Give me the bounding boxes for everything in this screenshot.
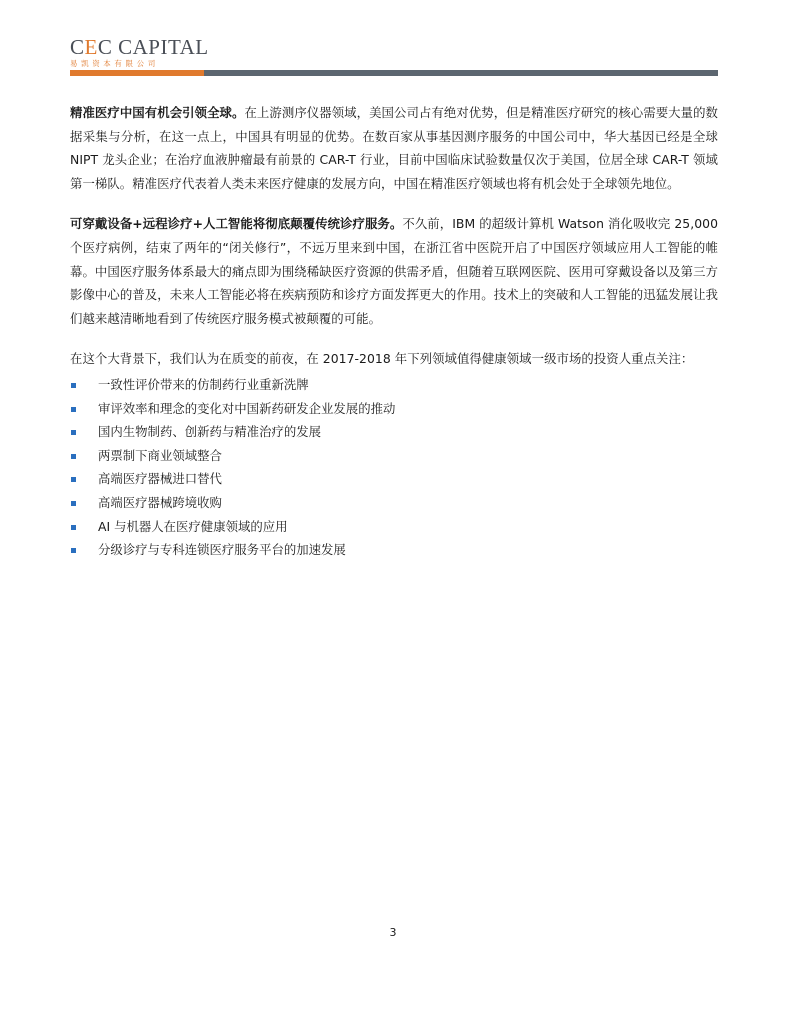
list-item-text: AI 与机器人在医疗健康领域的应用: [98, 518, 288, 534]
page-number: 3: [389, 926, 397, 939]
list-item-text: 分级诊疗与专科连锁医疗服务平台的加速发展: [98, 542, 346, 558]
bullet-square-icon: [71, 548, 76, 553]
list-item-text: 一致性评价带来的仿制药行业重新洗牌: [98, 376, 309, 392]
paragraph-body: 在上游测序仪器领域，美国公司占有绝对优势，但是精准医疗研究的核心需要大量的数据采集与分析，在这一点上，中国具有明显的优势。在数百家从事基因测序服务的中国公司中，华大基因已经是全球 NIPT 龙头企业；在治疗血液肿瘤最有前景的 CAR-T 行业，目前中国临床试验数量仅次于美国，位居全球 CAR-T 领域第一梯队。精准医疗代表着人类未来医疗健康的发展方向，中国在精准医疗领域也将有机会处于全球领先地位。: [70, 105, 718, 191]
list-item: [70, 373, 718, 397]
header-rule-orange: [70, 70, 204, 76]
logo-rest: C CAPITAL: [97, 35, 209, 59]
paragraph-precision-medicine: [70, 101, 718, 195]
paragraph-lead: 精准医疗中国有机会引领全球。: [70, 105, 245, 120]
logo-subtitle: 易凯资本有限公司: [70, 59, 159, 68]
list-item-text: 审评效率和理念的变化对中国新药研发企业发展的推动: [98, 400, 396, 416]
list-item: [70, 444, 718, 468]
list-item: [70, 420, 718, 444]
focus-areas-list: [70, 373, 718, 562]
list-item: [70, 491, 718, 515]
bullet-square-icon: [71, 454, 76, 459]
list-item-text: 高端医疗器械跨境收购: [98, 494, 222, 510]
bullet-square-icon: [71, 525, 76, 530]
bullet-square-icon: [71, 477, 76, 482]
header-rule-gray: [204, 70, 718, 76]
main-content: [70, 101, 718, 562]
list-item-text: 高端医疗器械进口替代: [98, 471, 222, 487]
bullet-square-icon: [71, 407, 76, 412]
list-item: [70, 538, 718, 562]
list-item: [70, 467, 718, 491]
list-item-text: 两票制下商业领域整合: [98, 447, 222, 463]
logo-c: C: [70, 35, 85, 59]
paragraph-lead: 可穿戴设备+远程诊疗+人工智能将彻底颠覆传统诊疗服务。: [70, 216, 403, 232]
bullet-square-icon: [71, 383, 76, 388]
list-item: [70, 515, 718, 539]
paragraph-body: 在这个大背景下，我们认为在质变的前夜，在 2017-2018 年下列领域值得健康领域一级市场的投资人重点关注：: [70, 351, 694, 367]
bullet-square-icon: [71, 430, 76, 435]
paragraph-body: 不久前，IBM 的超级计算机 Watson 消化吸收完 25,000 个医疗病例，结束了两年的“闭关修行”，不远万里来到中国，在浙江省中医院开启了中国医疗领域应用人工智能的帷幕。中国医疗服务体系最大的痛点即为围绕稀缺医疗资源的供需矛盾，但随着互联网医院、医用可穿戴设备以及第三方影像中心的普及，未来人工智能必将在疾病预防和诊疗方面发挥更大的作用。技术上的突破和人工智能的迅猛发展让我们越来越清晰地看到了传统医疗服务模式被颠覆的可能。: [70, 216, 719, 326]
page-header: [70, 36, 718, 78]
list-item: [70, 397, 718, 421]
logo: [70, 36, 209, 58]
list-item-text: 国内生物制药、创新药与精准治疗的发展: [98, 424, 322, 440]
bullet-square-icon: [71, 501, 76, 506]
paragraph-wearables-ai: [70, 212, 718, 330]
logo-e: E: [84, 35, 98, 59]
paragraph-focus-intro: [70, 347, 718, 371]
